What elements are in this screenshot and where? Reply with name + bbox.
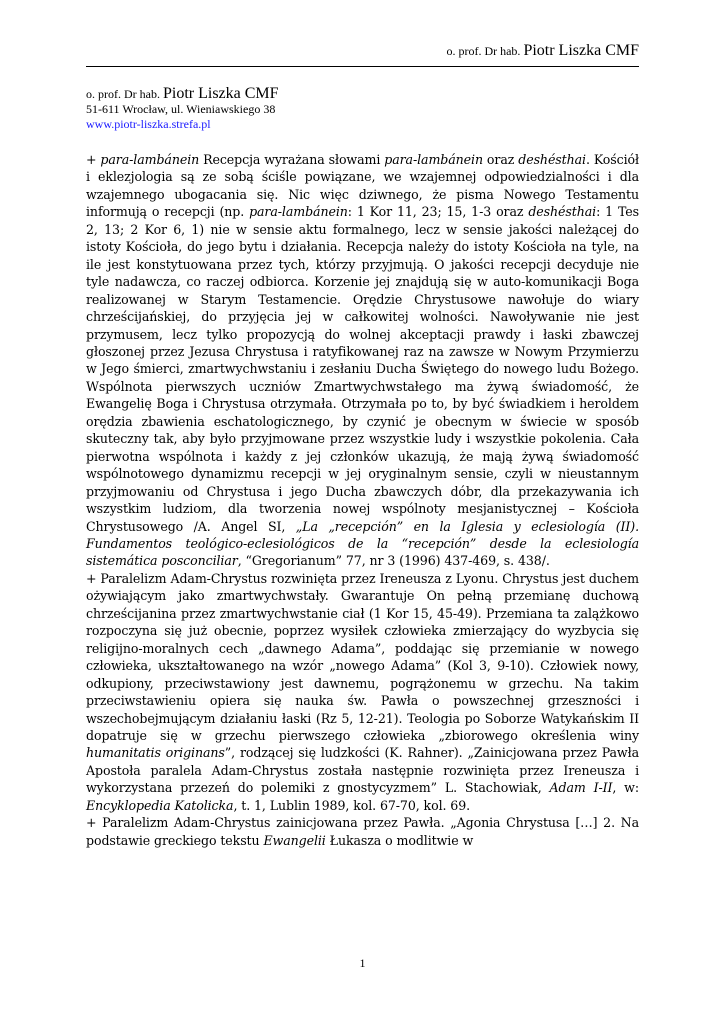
running-header-name: Piotr Liszka CMF xyxy=(523,42,639,59)
text-run: Recepcja wyrażana słowami xyxy=(199,152,385,167)
text-run: , w: xyxy=(612,780,639,796)
author-website-link[interactable]: www.piotr-liszka.strefa.pl xyxy=(86,117,211,131)
italic-text-run: Encyklopedia Katolicka xyxy=(86,797,234,813)
italic-text-run: deshésthai xyxy=(518,152,586,167)
text-run: , “Gregorianum” 77, nr 3 (1996) 437-469, s. 438/. xyxy=(237,553,550,569)
text-run: , t. 1, Lublin 1989, kol. 67-70, kol. 69. xyxy=(233,797,471,813)
page-number: 1 xyxy=(359,956,366,970)
italic-text-run: humanitatis originans xyxy=(86,745,225,761)
text-run: . Kościół i eklezjologia są ze sobą ściśle powiązane, we wzajemnej odpowiedzialności i dla wzajemnego ubogacania się. Nic więc dziwnego, że pisma Nowego Testamentu informują o recepcji (np. xyxy=(86,152,639,220)
italic-text-run: Adam I-II xyxy=(549,780,613,796)
running-header-prefix: o. prof. Dr hab. xyxy=(446,44,524,58)
author-prefix: o. prof. Dr hab. xyxy=(86,87,163,101)
italic-text-run: „La „recepción” en la Iglesia y eclesiología (II). Fundamentos teológico-eclesiológicos de la “recepción” desde la eclesiología sistemática posconciliar xyxy=(86,518,639,569)
italic-text-run: deshésthai xyxy=(528,204,597,220)
body-text xyxy=(86,151,639,849)
text-run: ”, rodzącej się ludzkości (K. Rahner). „Zainicjowana przez Pawła Apostoła paralela Adam-Chrystus została następnie rozwinięta przez Ireneusza i wykorzystana przezeń do polemiki z gnostycyzmem” L. Stachowiak, xyxy=(86,745,640,796)
text-run: : 1 Kor 11, 23; 15, 1-3 oraz xyxy=(347,204,529,220)
paragraph-adam-christ-paul xyxy=(86,814,639,849)
author-block xyxy=(86,86,646,132)
text-run: oraz xyxy=(482,152,519,167)
italic-text-run: para-lambánein xyxy=(249,204,348,220)
text-run: + xyxy=(86,152,101,167)
author-address: 51-611 Wrocław, ul. Wieniawskiego 38 xyxy=(86,102,276,116)
text-run: Łukasza o modlitwie w xyxy=(325,832,474,848)
paragraph-reception xyxy=(86,151,639,570)
author-line xyxy=(86,86,646,102)
paragraph-adam-christ-irenaeus xyxy=(86,570,639,814)
header-rule xyxy=(86,66,639,67)
text-run: : 1 Tes 2, 13; 2 Kor 6, 1) nie w sensie aktu formalnego, lecz w sensie jakości należącej do istoty Kościoła, do jego bytu i działania. Recepcja należy do istoty Kościoła na tyle, na ile jest konstytuowana przez tych, którzy przyjmują. O jakości recepcji decyduje nie tyle nadawcza, co raczej odbiorca. Korzenie jej znajdują się w auto-komunikacji Boga realizowanej w Starym Testamencie. Orędzie Chrystusowe nawołuje do wiary chrześcijańskiej, do przyjęcia jej w całkowitej wolności. Nawoływanie nie jest przymusem, lecz tylko propozycją do wolnej akceptacji prawdy i łaski zbawczej głoszonej przez Jezusa Chrystusa i ratyfikowanej raz na zawsze w Nowym Przymierzu w Jego śmierci, zmartwychwstaniu i zesłaniu Ducha Świętego do nowego ludu Bożego. Wspólnota pierwszych uczniów Zmartwychwstałego ma żywą świadomość, że Ewangelię Boga i Chrystusa otrzymała. Otrzymała po to, by być świadkiem i heroldem orędzia zbawienia eschatologicznego, by czynić je obecnym w świecie w sposób skuteczny tak, aby było przyjmowane przez wszystkie ludy i wszystkie pokolenia. Cała pierwotna wspólnota i każdy z jej członków ukazują, że mają żywą świadomość wspólnotowego dynamizmu recepcji w jej oryginalnym sensie, czyli w nieustannym przyjmowaniu od Chrystusa i jego Ducha zbawczych dóbr, dla przekazywania ich wszystkim ludziom, dla tworzenia nowej wspólnoty mesjanistycznej – Kościoła Chrystusowego /A. Angel SI, xyxy=(86,204,640,534)
italic-text-run: para-lambánein xyxy=(100,152,200,167)
italic-text-run: Ewangelii xyxy=(263,832,326,848)
text-run: + Paralelizm Adam-Chrystus zainicjowana przez Pawła. „Agonia Chrystusa […] 2. Na podstawie greckiego tekstu xyxy=(86,815,639,848)
running-header xyxy=(446,42,639,60)
italic-text-run: para-lambánein xyxy=(384,152,483,167)
text-run: + Paralelizm Adam-Chrystus rozwinięta przez Ireneusza z Lyonu. Chrystus jest duchem ożywiającym jako zmartwychwstały. Gwarantuje On pełną przemianę duchową chrześcijanina przez zmartwychwstanie ciał (1 Kor 15, 45-49). Przemiana ta zalążkowo rozpoczyna się już obecnie, poprzez wysiłek człowieka zmierzający do wyzbycia się religijno-moralnych cech „dawnego Adama”, poddając się przemianie w nowego człowieka, ukształtowanego na wzór „nowego Adama” (Kol 3, 9-10). Człowiek nowy, odkupiony, przeciwstawiony jest dawnemu, pogrążonemu w grzechu. Na takim przeciwstawieniu opiera się nauka św. Pawła o powszechnej grzeszności i wszechobejmującym działaniu łaski (Rz 5, 12-21). Teologia po Soborze Watykańskim II dopatruje się w grzechu pierwszego człowieka „zbiorowego określenia winy xyxy=(86,570,639,743)
author-name: Piotr Liszka CMF xyxy=(162,85,279,102)
